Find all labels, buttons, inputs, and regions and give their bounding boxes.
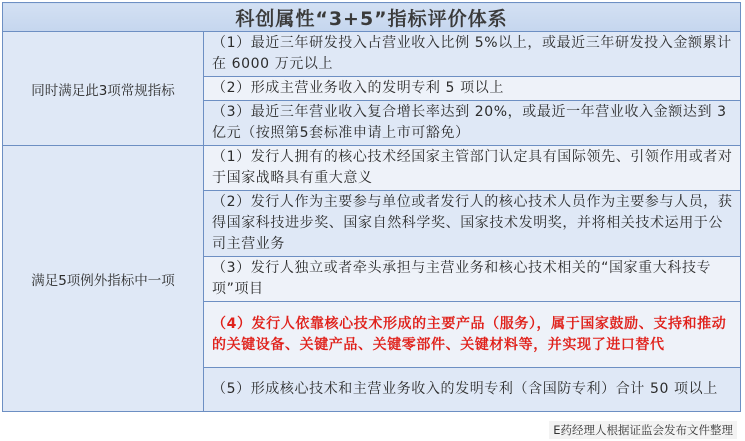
exception-criterion-2: （2）发行人作为主要参与单位或者发行人的核心技术人员作为主要参与人员，获得国家科技进步奖、国家自然科学奖、国家技术发明奖，并将相关技术运用于公司主营业务 [204, 191, 741, 257]
exception-criterion-5: （5）形成核心技术和主营业务收入的发明专利（含国防专利）合计 50 项以上 [204, 368, 741, 412]
group-label-regular: 同时满足此3项常规指标 [3, 32, 204, 146]
group-label-exception: 满足5项例外指标中一项 [3, 146, 204, 412]
source-note: E药经理人根据证监会发布文件整理 [549, 421, 737, 439]
exception-criterion-1: （1）发行人拥有的核心技术经国家主管部门认定具有国际领先、引领作用或者对于国家战略具有重大意义 [204, 146, 741, 191]
evaluation-table [2, 2, 741, 412]
exception-criterion-4-highlighted: （4）发行人依靠核心技术形成的主要产品（服务），属于国家鼓励、支持和推动的关键设备、关键产品、关键零部件、关键材料等，并实现了进口替代 [204, 302, 741, 368]
exception-criterion-3: （3）发行人独立或者牵头承担与主营业务和核心技术相关的“国家重大科技专项”项目 [204, 257, 741, 302]
table-title: 科创属性“3+5”指标评价体系 [3, 3, 741, 32]
regular-criterion-1: （1）最近三年研发投入占营业收入比例 5%以上，或最近三年研发投入金额累计在 6000 万元以上 [204, 32, 741, 77]
regular-criterion-3: （3）最近三年营业收入复合增长率达到 20%，或最近一年营业收入金额达到 3 亿元（按照第5套标准申请上市可豁免） [204, 101, 741, 146]
regular-criterion-2: （2）形成主营业务收入的发明专利 5 项以上 [204, 77, 741, 101]
